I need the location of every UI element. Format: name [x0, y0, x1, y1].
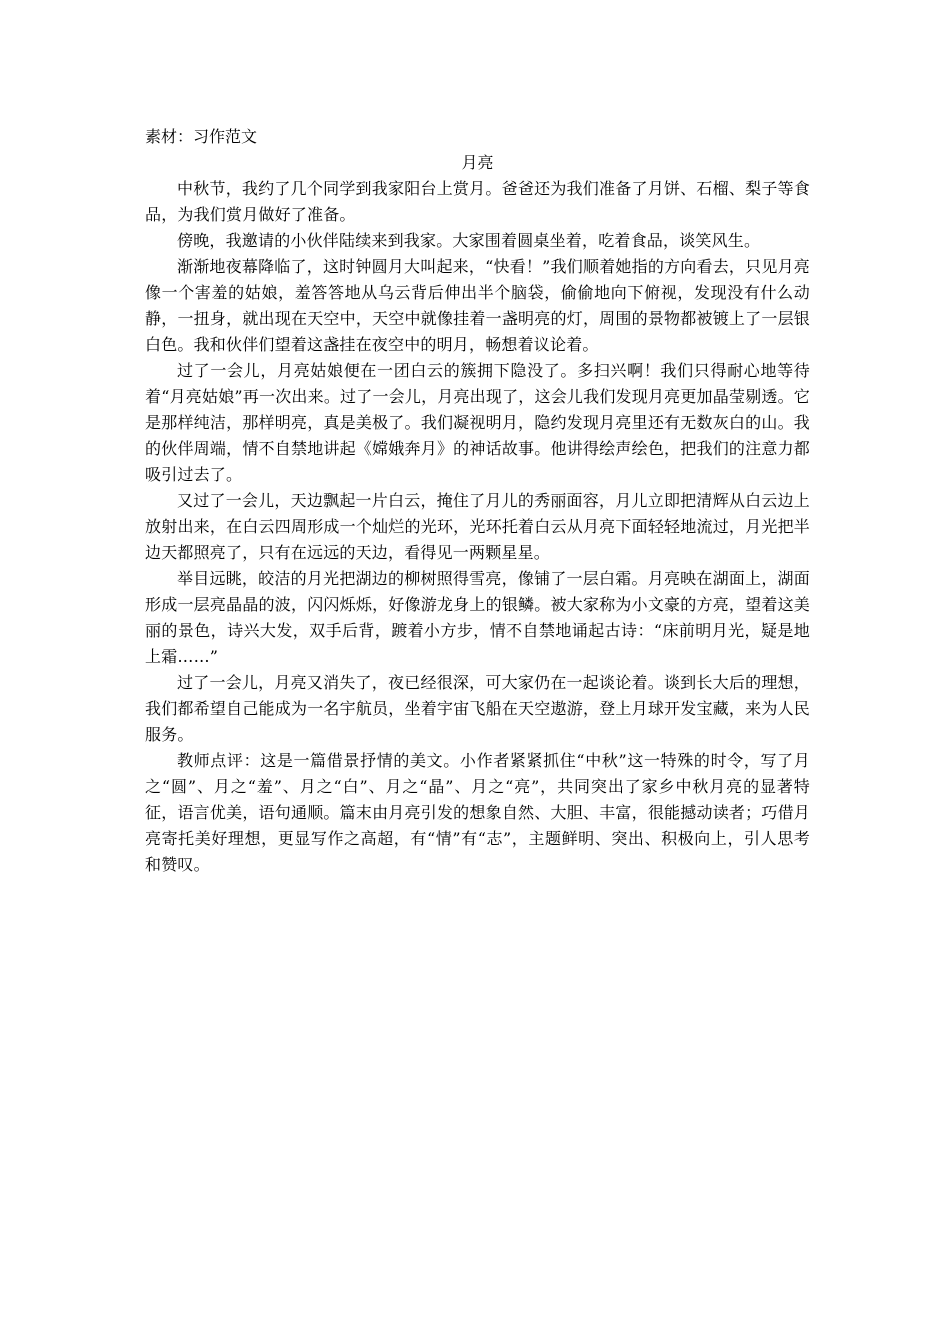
essay-paragraph-7: 过了一会儿，月亮又消失了，夜已经很深，可大家仍在一起谈论着。谈到长大后的理想，我们都希望自己能成为一名宇航员，坐着宇宙飞船在天空遨游，登上月球开发宝藏，来为人民服务。 [145, 673, 810, 744]
document-page [145, 124, 810, 878]
essay-paragraph-4: 过了一会儿，月亮姑娘便在一团白云的簇拥下隐没了。多扫兴啊！我们只得耐心地等待着“月亮姑娘”再一次出来。过了一会儿，月亮出现了，这会儿我们发现月亮更加晶莹剔透。它是那样纯洁，那样明亮，真是美极了。我们凝视明月，隐约发现月亮里还有无数灰白的山。我的伙伴周端，情不自禁地讲起《嫦娥奔月》的神话故事。他讲得绘声绘色，把我们的注意力都吸引过去了。 [145, 361, 810, 484]
teacher-comment: 教师点评：这是一篇借景抒情的美文。小作者紧紧抓住“中秋”这一特殊的时令，写了月之“圆”、月之“羞”、月之“白”、月之“晶”、月之“亮”，共同突出了家乡中秋月亮的显著特征，语言优美，语句通顺。篇末由月亮引发的想象自然、大胆、丰富，很能撼动读者；巧借月亮寄托美好理想，更显写作之高超，有“情”有“志”，主题鲜明、突出、积极向上，引人思考和赞叹。 [145, 751, 810, 874]
essay-paragraph-6: 举目远眺，皎洁的月光把湖边的柳树照得雪亮，像铺了一层白霜。月亮映在湖面上，湖面形成一层亮晶晶的波，闪闪烁烁，好像游龙身上的银鳞。被大家称为小文豪的方亮，望着这美丽的景色，诗兴大发，双手后背，踱着小方步，情不自禁地诵起古诗：“床前明月光，疑是地上霜……” [145, 569, 810, 666]
essay-paragraph-1: 中秋节，我约了几个同学到我家阳台上赏月。爸爸还为我们准备了月饼、石榴、梨子等食品，为我们赏月做好了准备。 [145, 179, 810, 224]
essay-paragraph-2: 傍晚，我邀请的小伙伴陆续来到我家。大家围着圆桌坐着，吃着食品，谈笑风生。 [177, 231, 761, 250]
essay-title: 月亮 [461, 153, 494, 172]
essay-paragraph-3: 渐渐地夜幕降临了，这时钟圆月大叫起来，“快看！”我们顺着她指的方向看去，只见月亮像一个害羞的姑娘，羞答答地从乌云背后伸出半个脑袋，偷偷地向下俯视，发现没有什么动静，一扭身，就出现在天空中，天空中就像挂着一盏明亮的灯，周围的景物都被镀上了一层银白色。我和伙伴们望着这盏挂在夜空中的明月，畅想着议论着。 [145, 257, 810, 354]
material-label: 素材：习作范文 [145, 127, 258, 146]
essay-paragraph-5: 又过了一会儿，天边飘起一片白云，掩住了月儿的秀丽面容，月儿立即把清辉从白云边上放射出来，在白云四周形成一个灿烂的光环，光环托着白云从月亮下面轻轻地流过，月光把半边天都照亮了，只有在远远的天边，看得见一两颗星星。 [145, 491, 810, 562]
